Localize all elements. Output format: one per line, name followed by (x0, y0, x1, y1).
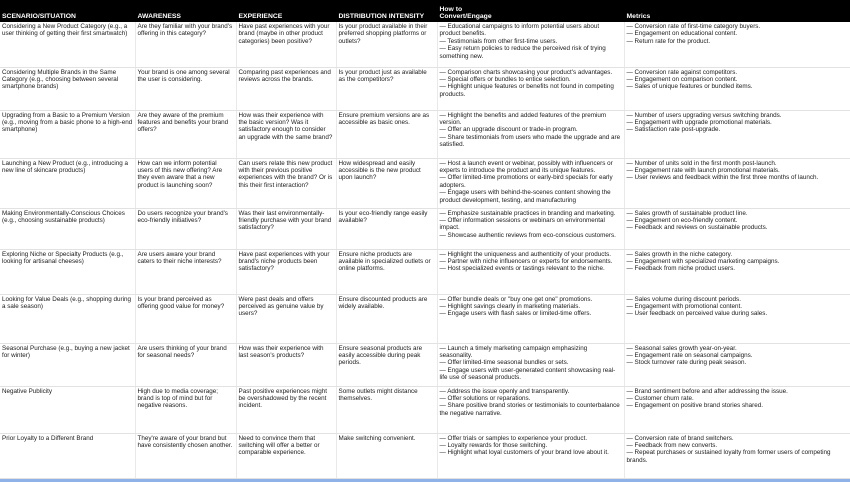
cell-metrics-line: — Feedback from niche product users. (626, 265, 735, 273)
cell-convert[interactable] (437, 343, 624, 386)
table-row (0, 433, 850, 478)
cell-metrics-line: — Engagement with promotional content. (626, 302, 743, 310)
cell-experience[interactable]: How was their experience with the basic version? Was it satisfactory enough to consider an upgrade with the same brand? (236, 110, 336, 158)
cell-metrics-line: — Repeat purchases or sustained loyalty from former users of competing brands. (626, 449, 831, 464)
cell-metrics-line: — Sales growth of sustainable product line. (626, 209, 748, 217)
cell-convert-line: — Comparison charts showcasing your product's advantages. (439, 68, 613, 76)
cell-convert-line: — Offer an upgrade discount or trade-in program. (439, 126, 578, 134)
cell-scenario[interactable]: Considering Multiple Brands in the Same Category (e.g., choosing between several smartphone brands) (0, 67, 135, 110)
cell-awareness[interactable]: Are they familiar with your brand's offering in this category? (135, 22, 236, 67)
header-metrics: Metrics (624, 0, 850, 22)
cell-convert-line: — Highlight the benefits and added features of the premium version. (439, 111, 607, 126)
cell-distribution[interactable]: Some outlets might distance themselves. (336, 386, 437, 433)
cell-metrics-line: — Engagement on positive brand stories shared. (626, 402, 764, 410)
cell-metrics[interactable] (624, 158, 850, 208)
cell-metrics-line: — Sales of unique features or bundled items. (626, 83, 753, 91)
cell-metrics-line: — Customer churn rate. (626, 394, 694, 402)
table-row (0, 158, 850, 208)
cell-metrics-line: — Sales volume during discount periods. (626, 295, 741, 303)
cell-convert-line: — Launch a timely marketing campaign emphasizing seasonality. (439, 344, 588, 359)
cell-convert-line: — Loyalty rewards for those switching. (439, 441, 548, 449)
cell-experience[interactable]: Have past experiences with your brand (maybe in other product categories) been positive? (236, 22, 336, 67)
cell-metrics[interactable] (624, 67, 850, 110)
cell-awareness[interactable]: Are users thinking of your brand for seasonal needs? (135, 343, 236, 386)
cell-scenario[interactable]: Launching a New Product (e.g., introducing a new line of skincare products) (0, 158, 135, 208)
cell-convert-line: — Offer solutions or reparations. (439, 394, 531, 402)
cell-convert[interactable] (437, 208, 624, 249)
cell-distribution[interactable]: Make switching convenient. (336, 433, 437, 478)
cell-experience[interactable]: Were past deals and offers perceived as genuine value by users? (236, 294, 336, 343)
cell-awareness[interactable]: Your brand is one among several the user is considering. (135, 67, 236, 110)
cell-experience[interactable]: Was their last environmentally-friendly purchase with your brand satisfactory? (236, 208, 336, 249)
table-row (0, 110, 850, 158)
table-row (0, 67, 850, 110)
cell-metrics-line: — Engagement with upgrade promotional materials. (626, 118, 772, 126)
cell-awareness[interactable]: They're aware of your brand but have consistently chosen another. (135, 433, 236, 478)
cell-metrics-line: — Engagement with specialized marketing campaigns. (626, 257, 780, 265)
cell-experience[interactable]: Past positive experiences might be overshadowed by the recent incident. (236, 386, 336, 433)
cell-awareness[interactable]: Are users aware your brand caters to their niche interests? (135, 249, 236, 294)
cell-convert-line: — Offer information sessions or webinars on environmental impact. (439, 216, 605, 232)
cell-metrics-line: — Seasonal sales growth year-on-year. (626, 344, 737, 352)
cell-convert[interactable] (437, 110, 624, 158)
table-row (0, 386, 850, 433)
cell-convert-line: — Host specialized events or tastings relevant to the niche. (439, 265, 605, 273)
cell-experience[interactable]: Comparing past experiences and reviews across the brands. (236, 67, 336, 110)
cell-metrics-line: — Number of units sold in the first month post-launch. (626, 159, 777, 167)
cell-metrics-line: — Stock turnover rate during peak season. (626, 359, 747, 367)
cell-metrics-line: — Conversion rate of brand switchers. (626, 434, 734, 442)
cell-metrics-line: — Engagement on educational content. (626, 30, 738, 38)
cell-convert-line: — Offer limited-time promotions or early-bird specials for early adopters. (439, 174, 613, 189)
cell-convert-line: — Testimonials from other first-time users. (439, 37, 558, 45)
cell-convert-line: — Share positive brand stories or testimonials to counterbalance the negative narrative. (439, 402, 620, 417)
cell-convert-line: — Highlight unique features or benefits not found in competing products. (439, 83, 614, 98)
cell-scenario[interactable]: Making Environmentally-Conscious Choices (e.g., choosing sustainable products) (0, 208, 135, 249)
cell-metrics[interactable] (624, 433, 850, 478)
cell-scenario[interactable]: Exploring Niche or Specialty Products (e.g., looking for artisanal cheeses) (0, 249, 135, 294)
cell-convert-line: — Offer trials or samples to experience your product. (439, 434, 588, 442)
cell-metrics-line: — Satisfaction rate post-upgrade. (626, 126, 721, 134)
cell-metrics-line: — User feedback on perceived value during sales. (626, 310, 768, 318)
cell-convert[interactable] (437, 294, 624, 343)
cell-awareness[interactable]: How can we inform potential users of this new offering? Are they even aware that a new product is launching soon? (135, 158, 236, 208)
cell-experience[interactable]: Have past experiences with your brand's niche products been satisfactory? (236, 249, 336, 294)
cell-convert[interactable] (437, 433, 624, 478)
cell-experience[interactable]: How was their experience with last season's products? (236, 343, 336, 386)
cell-awareness[interactable]: Is your brand perceived as offering good value for money? (135, 294, 236, 343)
cell-distribution[interactable]: Ensure premium versions are as accessible as basic ones. (336, 110, 437, 158)
cell-convert-line: — Engage users with flash sales or limited-time offers. (439, 310, 592, 318)
cell-metrics[interactable] (624, 22, 850, 67)
cell-convert-line: — Offer limited-time seasonal bundles or sets. (439, 359, 569, 367)
cell-convert-line: — Share testimonials from users who made the upgrade and are satisfied. (439, 133, 621, 149)
table-row (0, 249, 850, 294)
cell-scenario[interactable]: Considering a New Product Category (e.g., a user thinking of getting their first smartwatch) (0, 22, 135, 67)
cell-metrics[interactable] (624, 249, 850, 294)
cell-distribution[interactable]: Ensure seasonal products are easily accessible during peak periods. (336, 343, 437, 386)
cell-experience[interactable]: Can users relate this new product with their previous positive experiences with the brand? Or is this their first interaction? (236, 158, 336, 208)
header-experience: EXPERIENCE (236, 0, 336, 22)
cell-metrics-line: — Return rate for the product. (626, 37, 711, 45)
cell-metrics-line: — Feedback and reviews on sustainable products. (626, 224, 768, 232)
cell-convert-line: — Highlight the uniqueness and authenticity of your products. (439, 250, 612, 258)
cell-metrics-line: — Conversion rate of first-time category buyers. (626, 23, 761, 30)
cell-convert-line: — Emphasize sustainable practices in branding and marketing. (439, 209, 616, 217)
cell-distribution[interactable]: Ensure niche products are available in specialized outlets or online platforms. (336, 249, 437, 294)
table-row (0, 22, 850, 67)
cell-convert[interactable] (437, 22, 624, 67)
header-distribution: DISTRIBUTION INTENSITY (336, 0, 437, 22)
cell-scenario[interactable]: Seasonal Purchase (e.g., buying a new jacket for winter) (0, 343, 135, 386)
cell-convert-line: — Engage users with behind-the-scenes content showing the product development, testing, and manufacturing (439, 189, 611, 204)
cell-convert[interactable] (437, 67, 624, 110)
cell-metrics[interactable] (624, 294, 850, 343)
cell-awareness[interactable]: High due to media coverage; brand is top of mind but for negative reasons. (135, 386, 236, 433)
cell-metrics-line: — Engagement rate with launch promotional materials. (626, 166, 780, 174)
cell-experience[interactable]: Need to convince them that switching will offer a better or comparable experience. (236, 433, 336, 478)
cell-convert[interactable] (437, 158, 624, 208)
cell-distribution[interactable]: Ensure discounted products are widely available. (336, 294, 437, 343)
cell-convert-line: — Educational campaigns to inform potential users about product benefits. (439, 23, 600, 38)
table-row (0, 343, 850, 386)
cell-convert[interactable] (437, 386, 624, 433)
cell-convert-line: — Highlight what loyal customers of your brand love about it. (439, 449, 609, 457)
cell-metrics[interactable] (624, 386, 850, 433)
header-row (0, 0, 850, 22)
cell-convert[interactable] (437, 249, 624, 294)
cell-metrics-line: — Engagement on eco-friendly content. (626, 216, 738, 224)
header-convert (437, 0, 624, 22)
header-scenario: SCENARIO/SITUATION (0, 0, 135, 22)
cell-convert-line: — Address the issue openly and transparently. (439, 387, 570, 395)
cell-convert-line: — Special offers or bundles to entice selection. (439, 75, 571, 83)
table-row (0, 208, 850, 249)
cell-convert-line: — Engage users with user-generated content showcasing real-life use of seasonal products. (439, 366, 616, 382)
cell-distribution[interactable]: Is your product just as available as the competitors? (336, 67, 437, 110)
cell-scenario[interactable]: Negative Publicity (0, 386, 135, 433)
cell-metrics-line: — Number of users upgrading versus switching brands. (626, 111, 782, 119)
cell-convert-line: — Highlight savings clearly in marketing materials. (439, 302, 581, 310)
cell-metrics-line: — Brand sentiment before and after addressing the issue. (626, 387, 788, 395)
cell-convert-line: — Partner with niche influencers or experts for endorsements. (439, 257, 613, 265)
cell-convert-line: — Host a launch event or webinar, possibly with influencers or experts to introduce the product and its unique features. (439, 159, 613, 174)
cell-metrics-line: — Conversion rate against competitors. (626, 68, 738, 76)
cell-convert-line: — Offer bundle deals or "buy one get one" promotions. (439, 295, 593, 303)
cell-awareness[interactable]: Are they aware of the premium features and benefits your brand offers? (135, 110, 236, 158)
table-body (0, 22, 850, 478)
table-row (0, 294, 850, 343)
cell-metrics-line: — User reviews and feedback within the first three months of launch. (626, 174, 819, 182)
header-convert-line-2: Convert/Engage (439, 13, 492, 21)
cell-convert-line: — Showcase authentic reviews from eco-conscious customers. (439, 231, 616, 239)
cell-metrics[interactable] (624, 343, 850, 386)
cell-scenario[interactable]: Prior Loyalty to a Different Brand (0, 433, 135, 478)
cell-metrics[interactable] (624, 208, 850, 249)
cell-distribution[interactable]: Is your product available in their preferred shopping platforms or outlets? (336, 22, 437, 67)
cell-scenario[interactable]: Looking for Value Deals (e.g., shopping during a sale season) (0, 294, 135, 343)
cell-metrics-line: — Sales growth in the niche category. (626, 250, 733, 258)
cell-distribution[interactable]: How widespread and easily accessible is the new product upon launch? (336, 158, 437, 208)
cell-distribution[interactable]: Is your eco-friendly range easily available? (336, 208, 437, 249)
cell-metrics-line: — Engagement rate on seasonal campaigns. (626, 351, 753, 359)
header-awareness: AWARENESS (135, 0, 236, 22)
cell-convert-line: — Easy return policies to reduce the perceived risk of trying something new. (439, 45, 606, 60)
cell-metrics-line: — Feedback from new converts. (626, 441, 718, 449)
header-convert-line-1: How to (439, 5, 463, 13)
cell-scenario[interactable]: Upgrading from a Basic to a Premium Version (e.g., moving from a basic phone to a high-end smartphone) (0, 110, 135, 158)
cell-awareness[interactable]: Do users recognize your brand's eco-friendly initiatives? (135, 208, 236, 249)
cell-metrics-line: — Engagement on comparison content. (626, 75, 738, 83)
cell-metrics[interactable] (624, 110, 850, 158)
